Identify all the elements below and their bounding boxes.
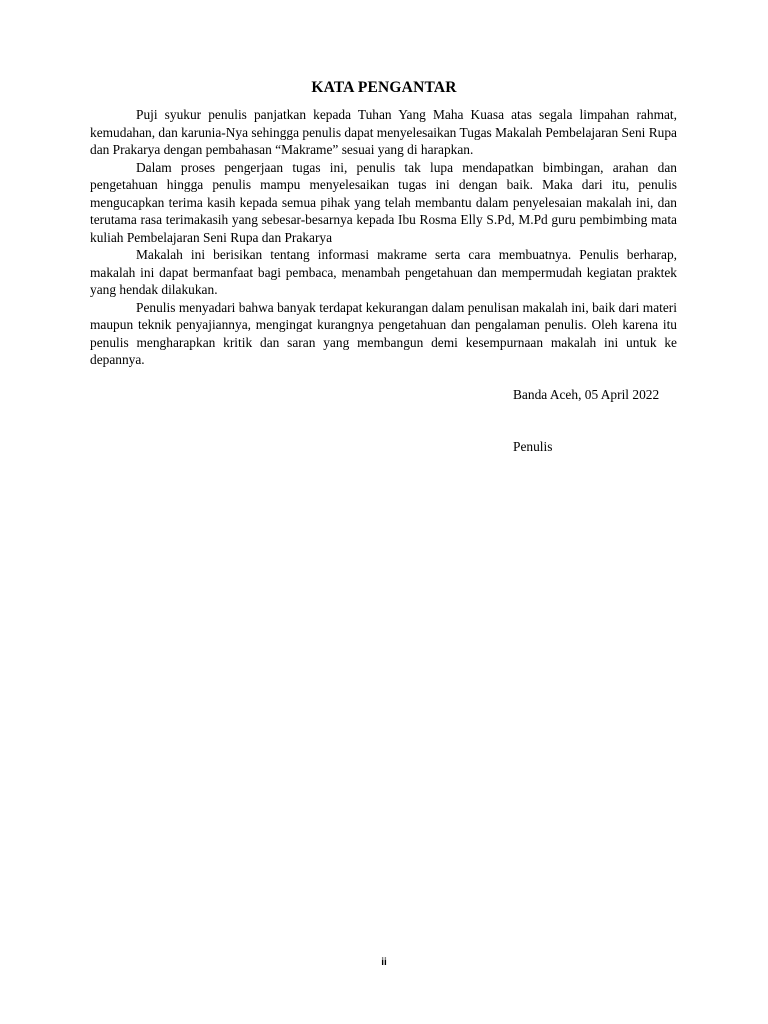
place-date: Banda Aceh, 05 April 2022 bbox=[513, 387, 660, 402]
paragraph-2: Dalam proses pengerjaan tugas ini, penulis tak lupa mendapatkan bimbingan, arahan dan pengetahuan hingga penulis mampu menyelesaikan tugas ini dengan baik. Maka dari itu, penulis mengucapkan terima kasih kepada semua pihak yang telah membantu dalam penyelesaian makalah ini, dan terutama rasa terimakasih yang sebesar-besarnya kepada Ibu Rosma Elly S.Pd, M.Pd guru pembimbing mata kuliah Pembelajaran Seni Rupa dan Prakarya bbox=[90, 159, 677, 245]
paragraph-1: Puji syukur penulis panjatkan kepada Tuhan Yang Maha Kuasa atas segala limpahan rahmat, kemudahan, dan karunia-Nya sehingga penulis dapat menyelesaikan Tugas Makalah Pembelajaran Seni Rupa dan Prakarya dengan pembahasan “Makrame” sesuai yang di harapkan. bbox=[90, 107, 677, 157]
paragraph-4: Penulis menyadari bahwa banyak terdapat kekurangan dalam penulisan makalah ini, baik dari materi maupun teknik penyajiannya, mengingat kurangnya pengetahuan dan pengalaman penulis. Oleh karena itu penulis mengharapkan kritik dan saran yang membangun demi kesempurnaan makalah ini untuk ke depannya. bbox=[90, 299, 677, 367]
paragraph-3: Makalah ini berisikan tentang informasi makrame serta cara membuatnya. Penulis berharap, makalah ini dapat bermanfaat bagi pembaca, menambah pengetahuan dan mempermudah kegiatan praktek yang hendak dilakukan. bbox=[90, 247, 677, 297]
page-number: ii bbox=[381, 957, 387, 968]
body-text bbox=[90, 106, 677, 369]
page-title: KATA PENGANTAR bbox=[311, 79, 457, 96]
author-signature: Penulis bbox=[513, 439, 553, 454]
